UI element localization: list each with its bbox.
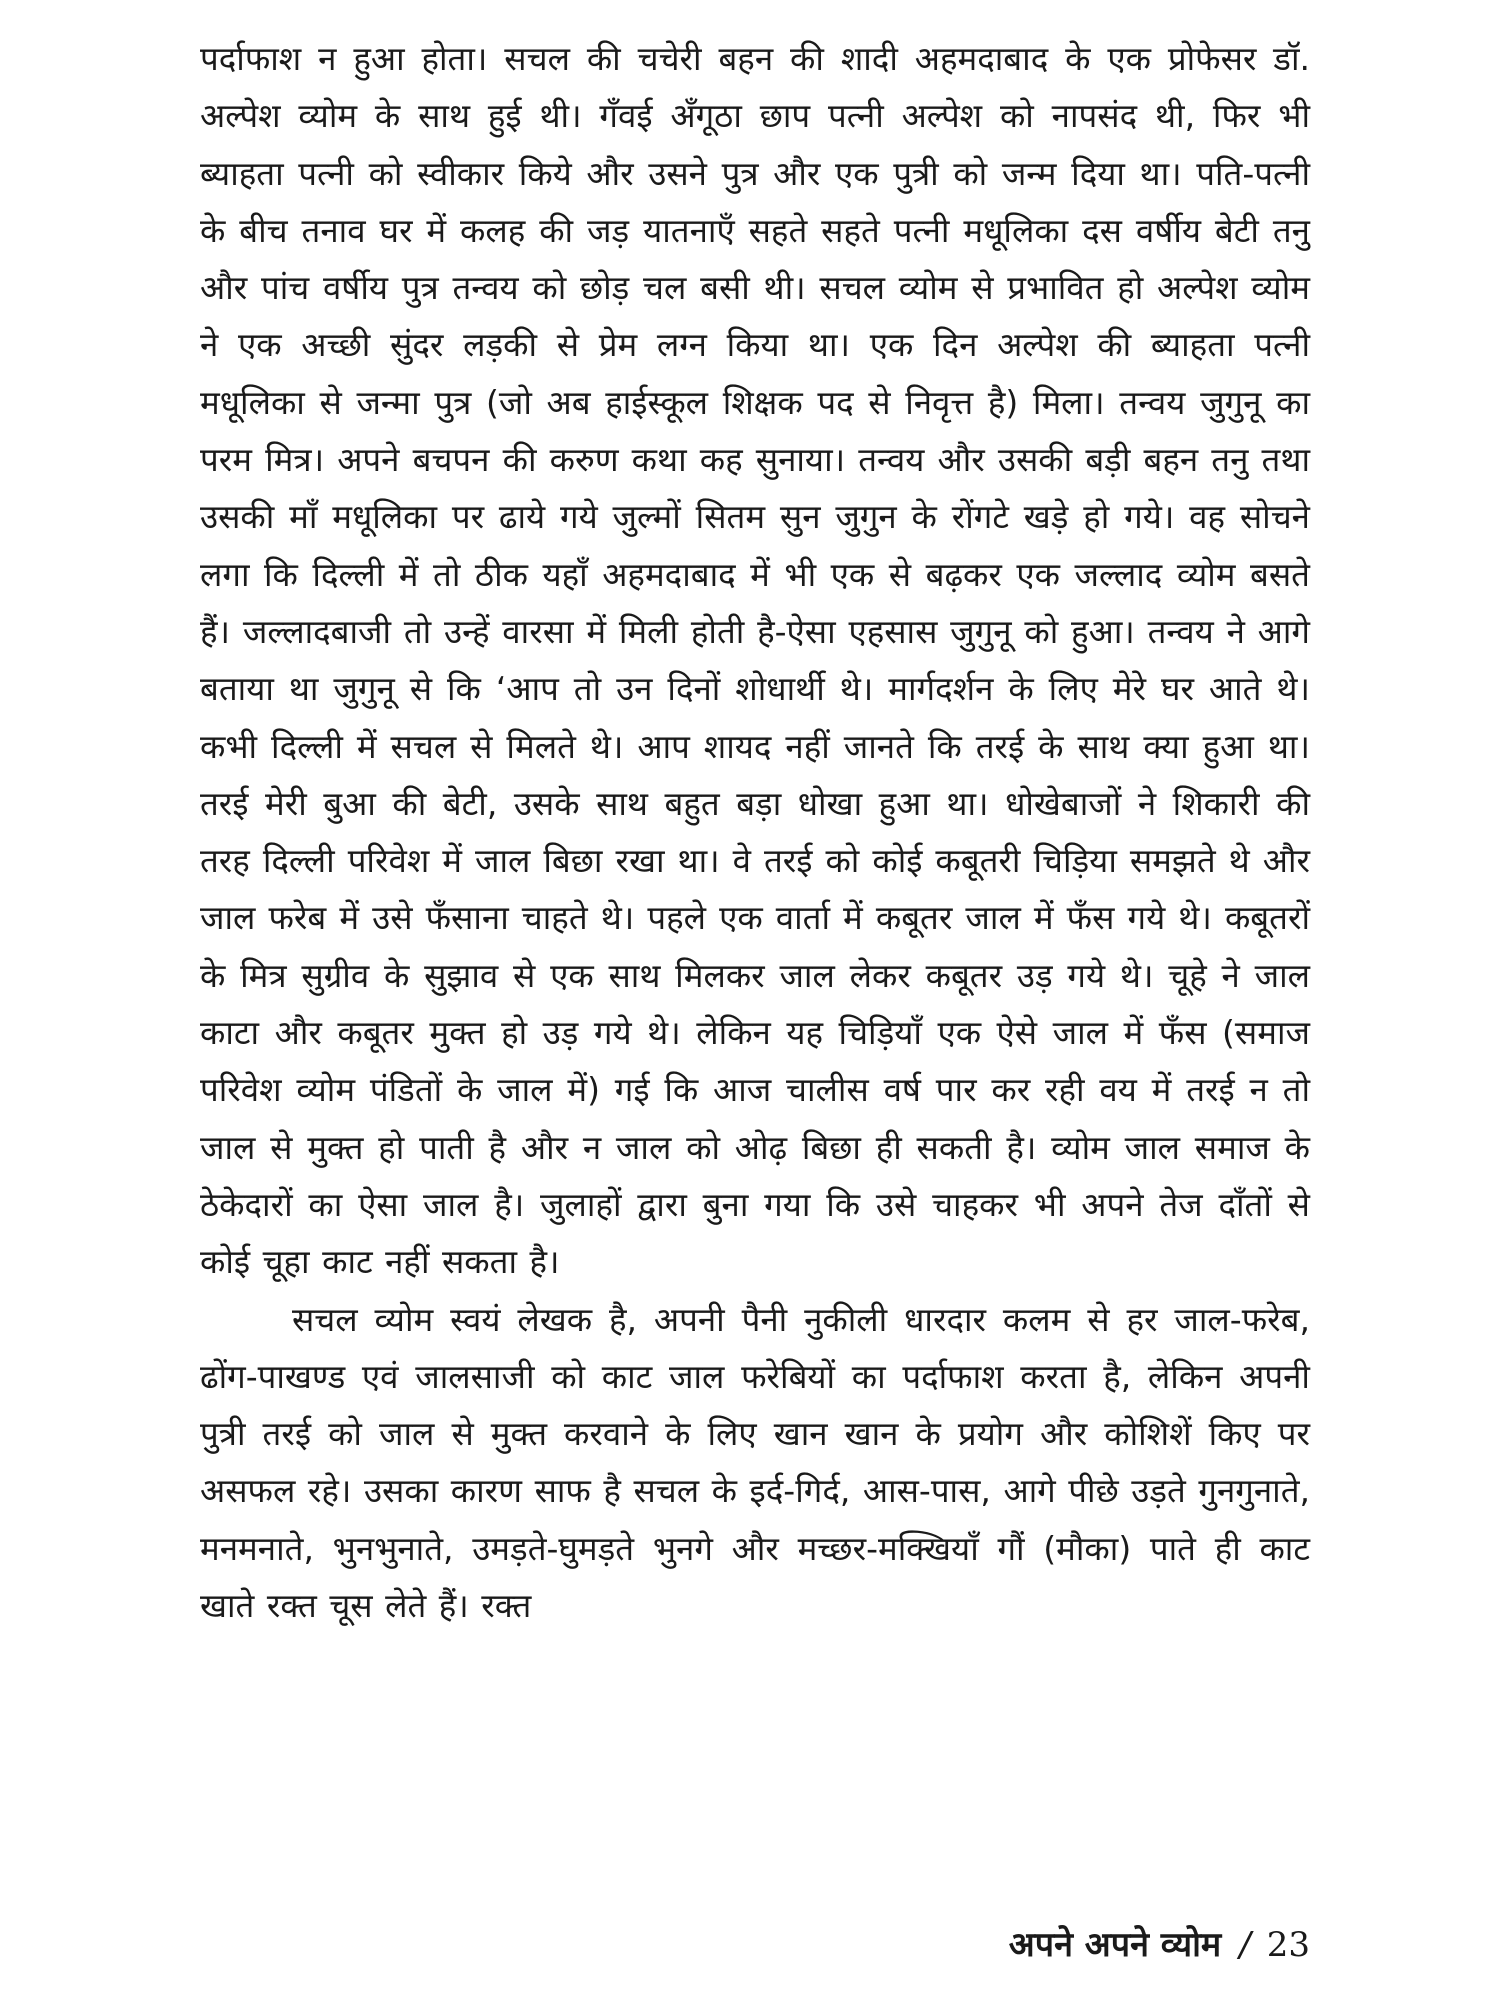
- page-body: [200, 30, 1310, 1634]
- page-number: 23: [1266, 1925, 1310, 1965]
- running-book-title: अपने अपने व्योम: [1008, 1925, 1222, 1965]
- footer-separator: /: [1239, 1925, 1251, 1965]
- page-footer: [1009, 1920, 1310, 1966]
- paragraph-continued: पर्दाफाश न हुआ होता। सचल की चचेरी बहन की शादी अहमदाबाद के एक प्रोफेसर डॉ. अल्पेश व्योम के साथ हुई थी। गँवई अँगूठा छाप पत्नी अल्पेश को नापसंद थी, फिर भी ब्याहता पत्नी को स्वीकार किये और उसने पुत्र और एक पुत्री को जन्म दिया था। पति-पत्नी के बीच तनाव घर में कलह की जड़ यातनाएँ सहते सहते पत्नी मधूलिका दस वर्षीय बेटी तनु और पांच वर्षीय पुत्र तन्वय को छोड़ चल बसी थी। सचल व्योम से प्रभावित हो अल्पेश व्योम ने एक अच्छी सुंदर लड़की से प्रेम लग्न किया था। एक दिन अल्पेश की ब्याहता पत्नी मधूलिका से जन्मा पुत्र (जो अब हाईस्कूल शिक्षक पद से निवृत्त है) मिला। तन्वय जुगुनू का परम मित्र। अपने बचपन की करुण कथा कह सुनाया। तन्वय और उसकी बड़ी बहन तनु तथा उसकी माँ मधूलिका पर ढाये गये जुल्मों सितम सुन जुगुन के रोंगटे खड़े हो गये। वह सोचने लगा कि दिल्ली में तो ठीक यहाँ अहमदाबाद में भी एक से बढ़कर एक जल्लाद व्योम बसते हैं। जल्लादबाजी तो उन्हें वारसा में मिली होती है-ऐसा एहसास जुगुनू को हुआ। तन्वय ने आगे बताया था जुगुनू से कि ‘आप तो उन दिनों शोधार्थी थे। मार्गदर्शन के लिए मेरे घर आते थे। कभी दिल्ली में सचल से मिलते थे। आप शायद नहीं जानते कि तरई के साथ क्या हुआ था। तरई मेरी बुआ की बेटी, उसके साथ बहुत बड़ा धोखा हुआ था। धोखेबाजों ने शिकारी की तरह दिल्ली परिवेश में जाल बिछा रखा था। वे तरई को कोई कबूतरी चिड़िया समझते थे और जाल फरेब में उसे फँसाना चाहते थे। पहले एक वार्ता में कबूतर जाल में फँस गये थे। कबूतरों के मित्र सुग्रीव के सुझाव से एक साथ मिलकर जाल लेकर कबूतर उड़ गये थे। चूहे ने जाल काटा और कबूतर मुक्त हो उड़ गये थे। लेकिन यह चिड़ियाँ एक ऐसे जाल में फँस (समाज परिवेश व्योम पंडितों के जाल में) गई कि आज चालीस वर्ष पार कर रही वय में तरई न तो जाल से मुक्त हो पाती है और न जाल को ओढ़ बिछा ही सकती है। व्योम जाल समाज के ठेकेदारों का ऐसा जाल है। जुलाहों द्वारा बुना गया कि उसे चाहकर भी अपने तेज दाँतों से कोई चूहा काट नहीं सकता है।: [200, 39, 1310, 1282]
- paragraph-new: सचल व्योम स्वयं लेखक है, अपनी पैनी नुकीली धारदार कलम से हर जाल-फरेब, ढोंग-पाखण्ड एवं जालसाजी को काट जाल फरेबियों का पर्दाफाश करता है, लेकिन अपनी पुत्री तरई को जाल से मुक्त करवाने के लिए खान खान के प्रयोग और कोशिशें किए पर असफल रहे। उसका कारण साफ है सचल के इर्द-गिर्द, आस-पास, आगे पीछे उड़ते गुनगुनाते, मनमनाते, भुनभुनाते, उमड़ते-घुमड़ते भुनगे और मच्छर-मक्खियाँ गौं (मौका) पाते ही काट खाते रक्त चूस लेते हैं। रक्त: [200, 1299, 1310, 1626]
